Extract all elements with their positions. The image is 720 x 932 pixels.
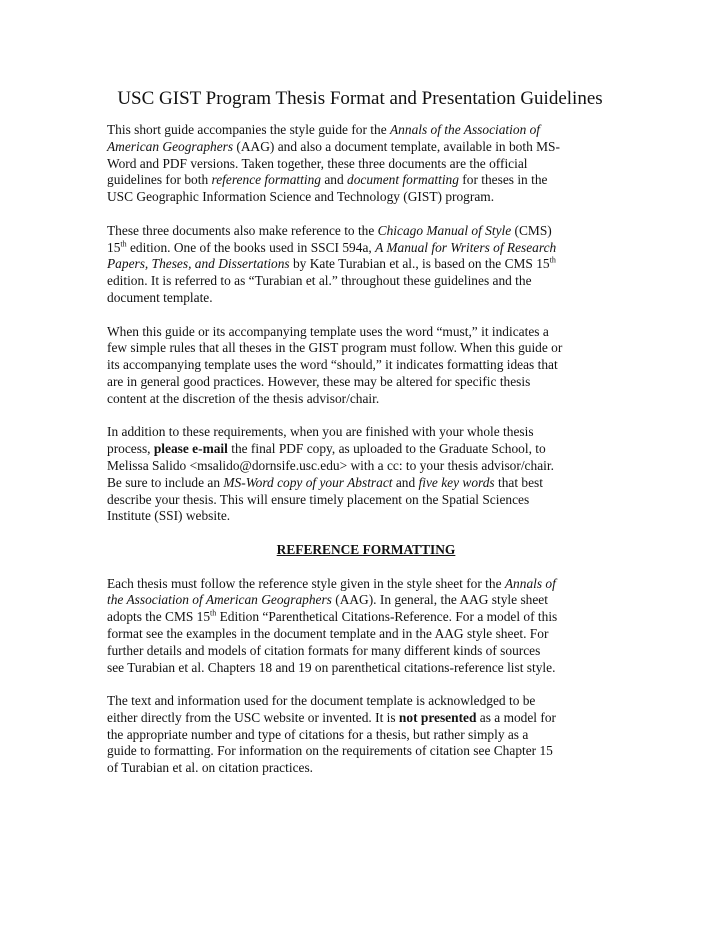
text-run: and	[392, 474, 419, 490]
text-run: Annals of	[504, 575, 556, 591]
text-line	[107, 340, 625, 357]
text-line	[107, 660, 625, 677]
text-line	[107, 760, 625, 777]
text-run: guide to formatting. For information on the requirements of citation see Chapter 15	[107, 743, 553, 759]
text-run: 15	[107, 239, 121, 255]
text-line	[107, 374, 625, 391]
document-title: USC GIST Program Thesis Format and Presentation Guidelines	[117, 88, 603, 109]
text-run: please e-mail	[153, 441, 228, 457]
text-run: guidelines for both	[107, 172, 212, 188]
paragraph	[107, 693, 625, 777]
text-line	[107, 441, 625, 458]
text-line	[107, 592, 625, 609]
text-run: either directly from the USC website or invented. It is	[107, 709, 399, 725]
text-run: Institute (SSI) website.	[107, 508, 231, 524]
text-line	[107, 273, 625, 290]
text-run: USC Geographic Information Science and Technology (GIST) program.	[107, 189, 495, 205]
text-line	[107, 643, 625, 660]
text-line	[107, 156, 625, 173]
text-run: A Manual for Writers of Research	[375, 239, 557, 255]
text-line	[107, 710, 625, 727]
text-run: th	[549, 255, 556, 265]
text-run: Edition “Parenthetical Citations-Reference. For a model of this	[216, 609, 558, 625]
text-run: th	[120, 239, 127, 249]
text-run: Melissa Salido <msalido@dornsife.usc.edu> with a cc: to your thesis advisor/chair.	[107, 457, 554, 473]
document-body	[107, 122, 625, 794]
text-run: In addition to these requirements, when you are finished with your whole thesis	[107, 424, 534, 440]
text-line	[107, 240, 625, 257]
text-run: the Association of American Geographers	[107, 592, 332, 608]
text-run: Each thesis must follow the reference style given in the style sheet for the	[107, 575, 505, 591]
text-run: for theses in the	[458, 172, 548, 188]
text-run: Papers, Theses, and Dissertations	[107, 256, 290, 272]
text-run: the final PDF copy, as uploaded to the Graduate School, to	[227, 441, 546, 457]
text-line	[107, 693, 625, 710]
text-run: few simple rules that all theses in the GIST program must follow. When this guide or	[107, 340, 563, 356]
text-run: its accompanying template uses the word “should,” it indicates formatting ideas that	[107, 357, 558, 373]
text-run: document formatting	[347, 172, 459, 188]
text-line	[107, 727, 625, 744]
paragraph	[107, 122, 625, 206]
text-run: When this guide or its accompanying template uses the word “must,” it indicates a	[107, 323, 549, 339]
text-run: document template.	[107, 289, 213, 305]
text-run: that best	[494, 474, 543, 490]
text-line	[107, 626, 625, 643]
text-run: This short guide accompanies the style guide for the	[107, 122, 390, 137]
text-line	[107, 357, 625, 374]
section-heading: REFERENCE FORMATTING	[276, 541, 456, 557]
text-run: Be sure to include an	[107, 474, 224, 490]
paragraph	[107, 424, 625, 525]
text-run: reference formatting	[211, 172, 321, 188]
paragraph	[107, 576, 625, 677]
text-line	[107, 492, 625, 509]
text-line	[107, 324, 625, 341]
text-run: adopts the CMS 15	[107, 609, 211, 625]
text-line	[107, 609, 625, 626]
paragraph	[107, 324, 625, 408]
text-run: are in general good practices. However, these may be altered for specific thesis	[107, 373, 531, 389]
text-run: and	[320, 172, 347, 188]
text-run: describe your thesis. This will ensure timely placement on the Spatial Sciences	[107, 491, 530, 507]
text-line	[107, 458, 625, 475]
text-line	[107, 743, 625, 760]
text-run: see Turabian et al. Chapters 18 and 19 on parenthetical citations-reference list style.	[107, 659, 556, 675]
text-run: The text and information used for the document template is acknowledged to be	[107, 693, 536, 709]
text-run: edition. One of the books used in SSCI 594a,	[126, 239, 376, 255]
paragraph	[107, 223, 625, 307]
text-line	[107, 424, 625, 441]
text-line	[107, 391, 625, 408]
text-run: by Kate Turabian et al., is based on the CMS 15	[289, 256, 550, 272]
text-line	[107, 508, 625, 525]
text-line	[107, 189, 625, 206]
text-run: th	[210, 608, 217, 618]
text-line	[107, 172, 625, 189]
text-run: (CMS)	[511, 222, 552, 238]
text-line	[107, 256, 625, 273]
text-run: (AAG). In general, the AAG style sheet	[331, 592, 548, 608]
text-run: as a model for	[476, 709, 556, 725]
text-run: further details and models of citation formats for many different kinds of sources	[107, 642, 541, 658]
text-line	[107, 475, 625, 492]
reference-formatting-section	[107, 576, 625, 778]
text-run: (AAG) and also a document template, available in both MS-	[233, 138, 560, 154]
text-line	[107, 290, 625, 307]
text-run: not presented	[398, 709, 477, 725]
text-run: Chicago Manual of Style	[377, 222, 512, 238]
text-run: American Geographers	[107, 138, 234, 154]
text-line	[107, 139, 625, 156]
text-run: process,	[107, 441, 154, 457]
text-line	[107, 223, 625, 240]
text-line	[107, 122, 625, 139]
text-run: These three documents also make reference to the	[107, 222, 378, 238]
text-run: content at the discretion of the thesis advisor/chair.	[107, 390, 380, 406]
text-line	[107, 576, 625, 593]
text-run: the appropriate number and type of citations for a thesis, but rather simply as a	[107, 726, 529, 742]
text-run: Annals of the Association of	[390, 122, 541, 137]
text-run: format see the examples in the document template and in the AAG style sheet. For	[107, 625, 549, 641]
text-run: Word and PDF versions. Taken together, these three documents are the official	[107, 155, 528, 171]
intro-section	[107, 122, 625, 525]
text-run: edition. It is referred to as “Turabian et al.” throughout these guidelines and the	[107, 273, 532, 289]
text-run: five key words	[418, 474, 495, 490]
text-run: of Turabian et al. on citation practices.	[107, 760, 314, 776]
text-run: MS-Word copy of your Abstract	[223, 474, 393, 490]
